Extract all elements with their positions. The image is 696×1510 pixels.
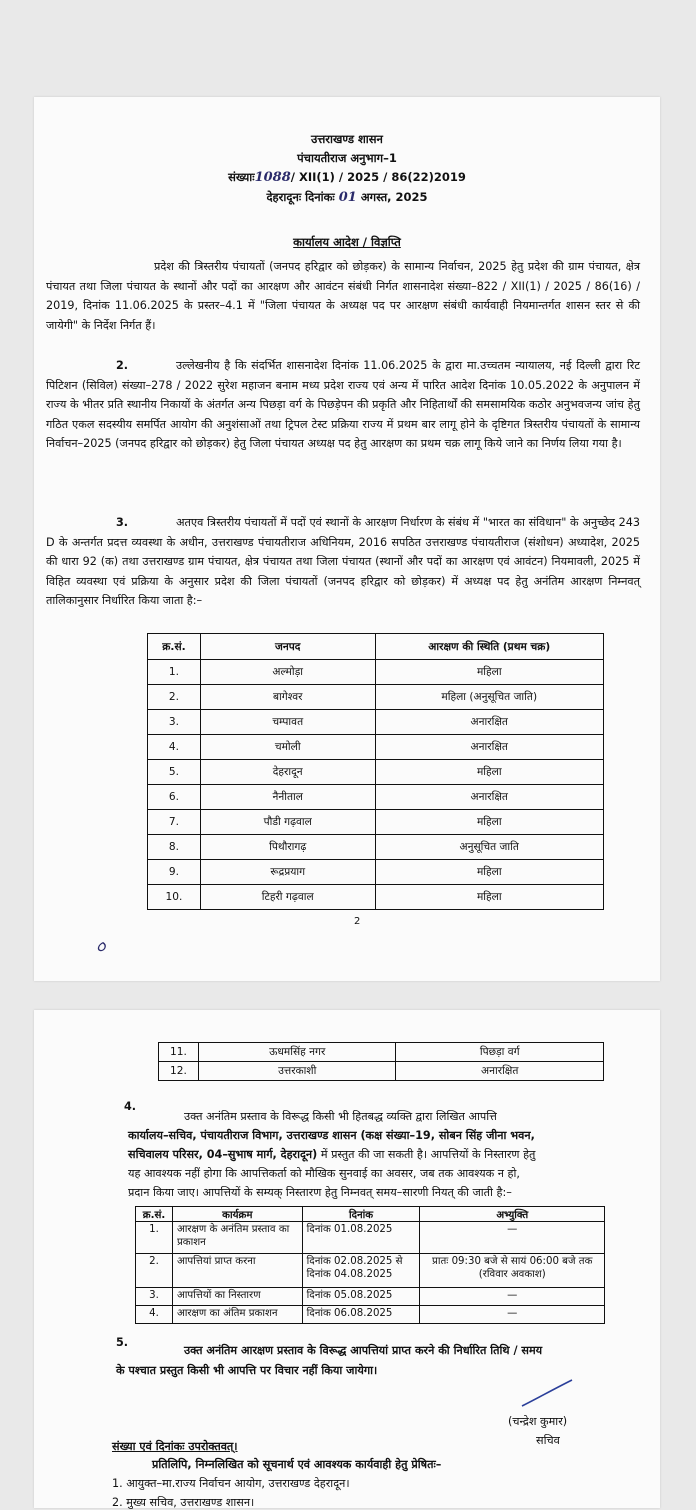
handwritten-mark: ᰓ: [96, 937, 106, 955]
cell-serial: 3.: [148, 710, 201, 735]
reservation-table: [147, 633, 604, 910]
cell-district: पिथौरागढ़: [200, 835, 375, 860]
cell-date: दिनांक 06.08.2025: [302, 1306, 420, 1324]
cell-reservation: अनारक्षित: [375, 710, 603, 735]
cell-serial: 4.: [136, 1306, 173, 1324]
document-page-2: [34, 1010, 660, 1508]
cc-item-1: 1. आयुक्त–मा.राज्य निर्वाचन आयोग, उत्तराखण्ड देहरादून।: [112, 1477, 350, 1490]
column-header-remarks: अभ्युक्ति: [420, 1207, 605, 1222]
document-page-1: [34, 97, 660, 981]
cell-district: देहरादून: [200, 760, 375, 785]
cell-serial: 8.: [148, 835, 201, 860]
signature-scribble: [518, 1376, 578, 1412]
table-row: [148, 735, 604, 760]
paragraph-4-line-2: कार्यालय–सचिव, पंचायतीराज विभाग, उत्तराखण्ड शासन (कक्ष संख्या–19, सोबन सिंह जीना भवन,: [128, 1129, 535, 1142]
cell-district: चम्पावत: [200, 710, 375, 735]
table-row: [148, 885, 604, 910]
date-day-handwritten: 01: [338, 190, 357, 205]
cell-date: दिनांक 05.08.2025: [302, 1288, 420, 1306]
cell-date: दिनांक 01.08.2025: [302, 1222, 420, 1254]
table-row: [148, 785, 604, 810]
date-suffix: अगस्त, 2025: [360, 190, 428, 204]
table-row: [136, 1222, 605, 1254]
column-header-district: जनपद: [200, 634, 375, 660]
table-row: [136, 1306, 605, 1324]
cell-district: टिहरी गढ़वाल: [200, 885, 375, 910]
cell-serial: 4.: [148, 735, 201, 760]
column-header-reservation: आरक्षण की स्थिति (प्रथम चक्र): [375, 634, 603, 660]
table-row: [159, 1062, 604, 1081]
cell-program: आपत्तियां प्राप्त करना: [172, 1254, 302, 1288]
paragraph-3-number: 3.: [116, 516, 129, 529]
cell-reservation: महिला (अनुसूचित जाति): [375, 685, 603, 710]
cell-reservation: महिला: [375, 660, 603, 685]
table-row: [148, 685, 604, 710]
cell-reservation: अनारक्षित: [375, 785, 603, 810]
cell-serial: 2.: [136, 1254, 173, 1288]
order-title: कार्यालय आदेश / विज्ञप्ति: [293, 235, 401, 249]
paragraph-5-line-1: उक्त अनंतिम आरक्षण प्रस्ताव के विरूद्ध आपत्तियां प्राप्त करने की निर्धारित तिथि / समय: [184, 1344, 543, 1357]
table-row: [136, 1288, 605, 1306]
cell-program: आरक्षण का अंतिम प्रकाशन: [172, 1306, 302, 1324]
ref-number-handwritten: 1088: [254, 170, 291, 185]
header-govt: उत्तराखण्ड शासन: [311, 132, 383, 146]
cell-reservation: महिला: [375, 860, 603, 885]
paragraph-4-line-3-rest: में प्रस्तुत की जा सकती है। आपत्तियों के निस्तारण हेतु: [317, 1148, 536, 1161]
cell-district: अल्मोड़ा: [200, 660, 375, 685]
table-row: [148, 835, 604, 860]
cell-remarks: —: [420, 1306, 605, 1324]
cell-district: नैनीताल: [200, 785, 375, 810]
column-header-serial: क्र.सं.: [136, 1207, 173, 1222]
cell-reservation: अनारक्षित: [375, 735, 603, 760]
cell-serial: 3.: [136, 1288, 173, 1306]
paragraph-5-number: 5.: [116, 1336, 129, 1349]
paragraph-2-number: 2.: [116, 359, 129, 372]
paragraph-4-line-4: यह आवश्यक नहीं होगा कि आपत्तिकर्ता को मौखिक सुनवाई का अवसर, जब तक आवश्यक न हो,: [128, 1167, 520, 1180]
cell-remarks: प्रातः 09:30 बजे से सायं 06:00 बजे तक (रविवार अवकाश): [420, 1254, 605, 1288]
cell-serial: 11.: [159, 1043, 199, 1062]
paragraph-4-line-1: उक्त अनंतिम प्रस्ताव के विरूद्ध किसी भी हितबद्ध व्यक्ति द्वारा लिखित आपत्ति: [184, 1110, 497, 1123]
cell-district: रूद्रप्रयाग: [200, 860, 375, 885]
cell-serial: 7.: [148, 810, 201, 835]
signatory-name: (चन्द्रेश कुमार): [508, 1415, 568, 1428]
table-row: [148, 810, 604, 835]
paragraph-3: अतएव त्रिस्तरीय पंचायतों में पदों एवं स्थानों के आरक्षण निर्धारण के संबंध में "भारत का संविधान" के अनुच्छेद 243 D के अन्तर्गत प्रदत्त व्यवस्था के अधीन, उत्तराखण्ड पंचायतीराज अधिनियम, 2016 सपठित उत्तराखण्ड पंचायतीराज (संशोधन) अध्यादेश, 2025 की धारा 92 (क) तथा उत्तराखण्ड ग्राम पंचायत, क्षेत्र पंचायत तथा जिला पंचायत (स्थानों और पदों का आरक्षण एवं आवंटन) नियमावली, 2025 में विहित व्यवस्था एवं प्रक्रिया के अनुसार प्रदेश की जिला पंचायतों (जनपद हरिद्वार को छोड़कर) में अध्यक्ष पद हेतु अनंतिम आरक्षण निम्नवत् तालिकानुसार निर्धारित किया जाता है:–: [46, 516, 640, 608]
cell-district: उत्तरकाशी: [198, 1062, 396, 1081]
paragraph-2: उल्लेखनीय है कि संदर्भित शासनादेश दिनांक 11.06.2025 के द्वारा मा.उच्चतम न्यायालय, नई दिल्ली द्वारा रिट पिटिशन (सिविल) संख्या–278 / 2022 सुरेश महाजन बनाम मध्य प्रदेश राज्य एवं अन्य में पारित आदेश दिनांक 10.05.2022 के अनुपालन में राज्य के भीतर प्रति स्थानीय निकायों के अंतर्गत अन्य पिछड़ा वर्ग के पिछड़ेपन की प्रकृति और निहितार्थों की समसामयिक कठोर अनुभवजन्य जांच हेतु गठित एकल सदस्यीय समर्पित आयोग की अनुशंसाओं तथा ट्रिपल टेस्ट प्रक्रिया राज्य में प्रथम बार लागू होने के दृष्टिगत त्रिस्तरीय पंचायतों के सामान्य निर्वाचन–2025 (जनपद हरिद्वार को छोड़कर) हेतु जिला पंचायत अध्यक्ष पद हेतु आरक्षण का प्रथम चक्र लागू किये जाने का निर्णय लिया गया है।: [46, 359, 640, 451]
table-row: [148, 710, 604, 735]
cell-serial: 12.: [159, 1062, 199, 1081]
ref-prefix: संख्याः: [228, 170, 255, 184]
cell-reservation: अनारक्षित: [396, 1062, 604, 1081]
table-row: [136, 1254, 605, 1288]
column-header-date: दिनांक: [302, 1207, 420, 1222]
header-department: पंचायतीराज अनुभाग–1: [297, 151, 397, 165]
schedule-table: [135, 1206, 605, 1324]
cell-remarks: —: [420, 1288, 605, 1306]
footer-copy-line: प्रतिलिपि, निम्नलिखित को सूचनार्थ एवं आवश्यक कार्यवाही हेतु प्रेषितः–: [152, 1458, 442, 1471]
cell-reservation: पिछड़ा वर्ग: [396, 1043, 604, 1062]
cell-reservation: महिला: [375, 885, 603, 910]
header-date: [34, 190, 660, 205]
cell-reservation: अनुसूचित जाति: [375, 835, 603, 860]
signatory-designation: सचिव: [536, 1434, 560, 1447]
cc-item-2: 2. मुख्य सचिव, उत्तराखण्ड शासन।: [112, 1496, 255, 1509]
office-address: सचिवालय परिसर, 04–सुभाष मार्ग, देहरादून): [128, 1148, 318, 1161]
cell-district: पौडी गढ़वाल: [200, 810, 375, 835]
cell-serial: 5.: [148, 760, 201, 785]
cell-reservation: महिला: [375, 760, 603, 785]
paragraph-1: प्रदेश की त्रिस्तरीय पंचायतों (जनपद हरिद्वार को छोड़कर) के सामान्य निर्वाचन, 2025 हेतु प्रदेश की ग्राम पंचायत, क्षेत्र पंचायत तथा जिला पंचायत के स्थानों और पदों का आरक्षण और आवंटन संबंधी निर्गत शासनादेश संख्या–822 / XII(1) / 2025 / 86(16) / 2019, दिनांक 11.06.2025 के प्रस्तर–4.1 में "जिला पंचायत के अध्यक्ष पद पर आरक्षण संबंधी कार्यवाही नियमान्तर्गत शासन स्तर से की जायेगी" के निर्देश निर्गत हैं।: [46, 260, 640, 332]
table-row: [148, 860, 604, 885]
page-number: 2: [354, 916, 361, 927]
column-header-program: कार्यक्रम: [172, 1207, 302, 1222]
cell-serial: 2.: [148, 685, 201, 710]
reservation-table-continued: [158, 1042, 604, 1081]
date-prefix: देहरादूनः दिनांकः: [266, 190, 335, 204]
cell-serial: 6.: [148, 785, 201, 810]
cell-serial: 1.: [136, 1222, 173, 1254]
table-row: [148, 760, 604, 785]
footer-reference: संख्या एवं दिनांकः उपरोक्तवत्।: [112, 1440, 238, 1453]
table-row: [148, 660, 604, 685]
header-reference: [34, 170, 660, 185]
cell-date: दिनांक 02.08.2025 से दिनांक 04.08.2025: [302, 1254, 420, 1288]
cell-remarks: —: [420, 1222, 605, 1254]
paragraph-4-line-5: प्रदान किया जाए। आपत्तियों के सम्यक् निस्तारण हेतु निम्नवत् समय–सारणी नियत् की जाती है:–: [128, 1186, 512, 1199]
paragraph-5-line-2: के पश्चात प्रस्तुत किसी भी आपत्ति पर विचार नहीं किया जायेगा।: [116, 1364, 378, 1377]
cell-serial: 1.: [148, 660, 201, 685]
cell-serial: 10.: [148, 885, 201, 910]
table-row: [159, 1043, 604, 1062]
cell-district: चमोली: [200, 735, 375, 760]
column-header-serial: क्र.सं.: [148, 634, 201, 660]
cell-reservation: महिला: [375, 810, 603, 835]
cell-district: बागेश्वर: [200, 685, 375, 710]
ref-suffix: / XII(1) / 2025 / 86(22)2019: [290, 170, 466, 184]
table-header-row: [148, 634, 604, 660]
schedule-header-row: [136, 1207, 605, 1222]
paragraph-4-line-3: [128, 1148, 535, 1162]
cell-program: आरक्षण के अनंतिम प्रस्ताव का प्रकाशन: [172, 1222, 302, 1254]
cell-serial: 9.: [148, 860, 201, 885]
cell-district: ऊधमसिंह नगर: [198, 1043, 396, 1062]
paragraph-4-number: 4.: [124, 1100, 137, 1113]
cell-program: आपत्तियों का निस्तारण: [172, 1288, 302, 1306]
